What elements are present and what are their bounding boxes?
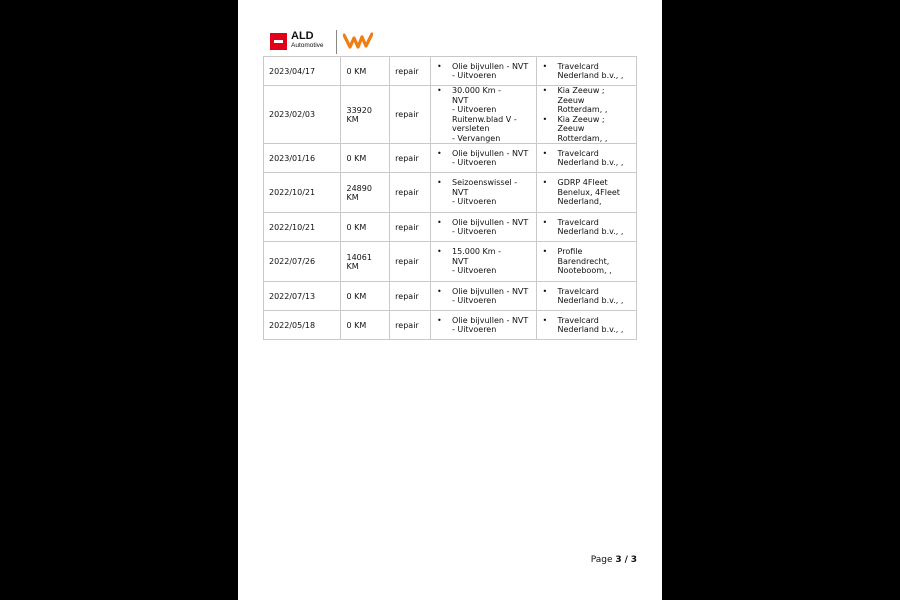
type-cell: repair	[390, 144, 431, 173]
supplier-item: • Travelcard Nederland b.v., ,	[542, 316, 631, 335]
date-cell: 2023/04/17	[264, 57, 341, 86]
supplier-item: • Kia Zeeuw ; Zeeuw Rotterdam, ,	[542, 86, 631, 115]
mileage-cell: 0 KM	[341, 213, 390, 242]
activity-item: • Olie bijvullen - NVT - Uitvoeren	[436, 218, 531, 237]
supplier-cell	[536, 57, 636, 86]
ald-logo-subtitle: Automotive	[291, 42, 324, 49]
maintenance-history-table	[263, 56, 637, 340]
supplier-item: • Profile Barendrecht, Nooteboom, ,	[542, 247, 631, 276]
supplier-cell	[536, 311, 636, 340]
total-pages: 3	[630, 555, 637, 565]
current-page: 3	[615, 555, 622, 565]
table-row	[264, 173, 637, 213]
page-separator: /	[624, 555, 628, 565]
activity-item: • Olie bijvullen - NVT - Uitvoeren	[436, 62, 531, 81]
table-row	[264, 213, 637, 242]
supplier-item: • GDRP 4Fleet Benelux, 4Fleet Nederland,	[542, 178, 631, 207]
partner-logo-icon	[343, 32, 373, 50]
page-label: Page	[590, 555, 613, 565]
document-page	[238, 0, 662, 600]
activity-cell	[431, 144, 537, 173]
supplier-cell	[536, 173, 636, 213]
activity-cell	[431, 86, 537, 144]
ald-logo-text	[291, 31, 324, 50]
date-cell: 2022/07/13	[264, 282, 341, 311]
type-cell: repair	[390, 86, 431, 144]
mileage-cell: 0 KM	[341, 311, 390, 340]
date-cell: 2023/01/16	[264, 144, 341, 173]
supplier-item: • Travelcard Nederland b.v., ,	[542, 149, 631, 168]
type-cell: repair	[390, 242, 431, 282]
activity-item: • Olie bijvullen - NVT - Uitvoeren	[436, 316, 531, 335]
mileage-cell: 0 KM	[341, 144, 390, 173]
type-cell: repair	[390, 173, 431, 213]
activity-cell	[431, 242, 537, 282]
supplier-item: • Travelcard Nederland b.v., ,	[542, 287, 631, 306]
activity-cell	[431, 311, 537, 340]
activity-item: • Olie bijvullen - NVT - Uitvoeren	[436, 149, 531, 168]
date-cell: 2022/05/18	[264, 311, 341, 340]
table-row	[264, 282, 637, 311]
activity-item: • Olie bijvullen - NVT - Uitvoeren	[436, 287, 531, 306]
ald-logo-name: ALD	[291, 30, 314, 42]
date-cell: 2022/10/21	[264, 173, 341, 213]
supplier-cell	[536, 86, 636, 144]
activity-cell	[431, 173, 537, 213]
type-cell: repair	[390, 311, 431, 340]
activity-item: • 30.000 Km - NVT - Uitvoeren Ruitenw.blad V - versleten - Vervangen	[436, 86, 531, 143]
table-row	[264, 311, 637, 340]
mileage-cell: 0 KM	[341, 57, 390, 86]
type-cell: repair	[390, 213, 431, 242]
type-cell: repair	[390, 282, 431, 311]
date-cell: 2022/07/26	[264, 242, 341, 282]
mileage-cell: 24890 KM	[341, 173, 390, 213]
activity-item: • Seizoenswissel - NVT - Uitvoeren	[436, 178, 531, 207]
table-row	[264, 57, 637, 86]
supplier-cell	[536, 213, 636, 242]
logo-divider	[336, 30, 337, 54]
supplier-cell	[536, 282, 636, 311]
table-row	[264, 144, 637, 173]
date-cell: 2022/10/21	[264, 213, 341, 242]
activity-cell	[431, 57, 537, 86]
supplier-cell	[536, 144, 636, 173]
activity-cell	[431, 282, 537, 311]
supplier-item: • Travelcard Nederland b.v., ,	[542, 62, 631, 81]
activity-cell	[431, 213, 537, 242]
table-row	[264, 86, 637, 144]
supplier-item: • Travelcard Nederland b.v., ,	[542, 218, 631, 237]
activity-item: • 15.000 Km - NVT - Uitvoeren	[436, 247, 531, 276]
mileage-cell: 33920 KM	[341, 86, 390, 144]
supplier-cell	[536, 242, 636, 282]
supplier-item: • Kia Zeeuw ; Zeeuw Rotterdam, ,	[542, 115, 631, 144]
page-number	[591, 555, 637, 565]
type-cell: repair	[390, 57, 431, 86]
date-cell: 2023/02/03	[264, 86, 341, 144]
mileage-cell: 14061 KM	[341, 242, 390, 282]
ald-logo-icon	[270, 33, 287, 50]
mileage-cell: 0 KM	[341, 282, 390, 311]
table-row	[264, 242, 637, 282]
